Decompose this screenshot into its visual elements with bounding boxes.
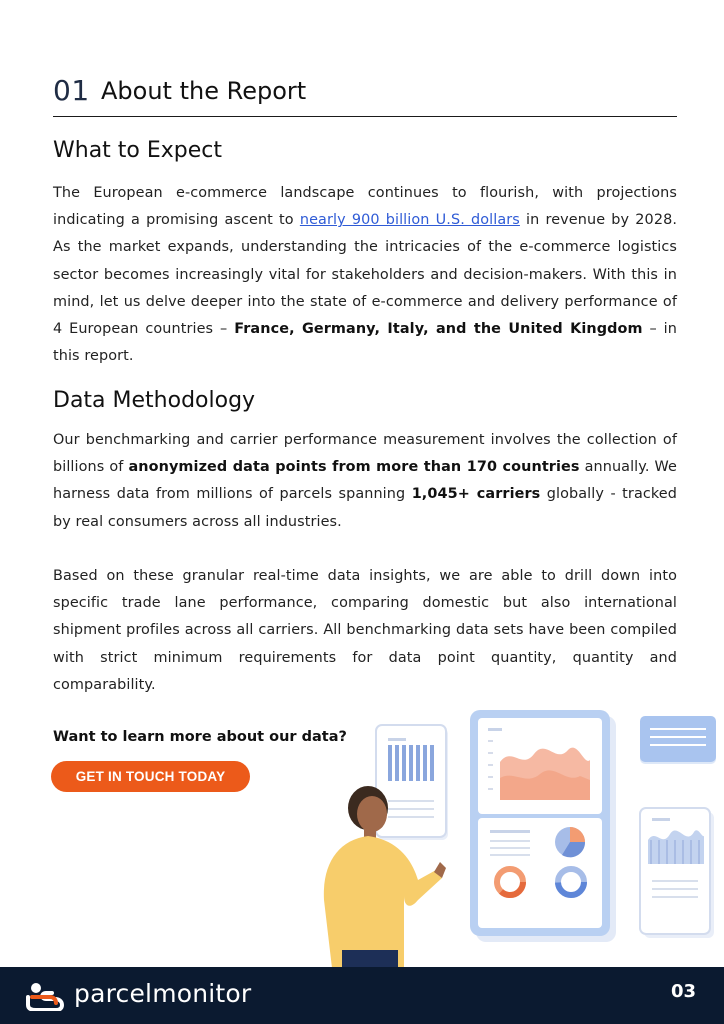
expect-text-2: in revenue by 2028. As the market expands, understanding the intricacies of the e-commerce logistics sector becomes increasingly vital for stakeholders and decision-makers. With this in mind, let us delve deeper into the state of e-commerce and delivery performance of 4 European countries – [53, 212, 678, 338]
footer-bar [0, 967, 724, 1024]
methodology-paragraph-2: Based on these granular real-time data insights, we are able to drill down into specific trade lane performance, comparing domestic but also international shipment profiles across all carriers. All benchmarking data sets have been compiled with strict minimum requirements for data point quantity, quantity and comparability. [53, 568, 677, 693]
methodology-paragraph-1 [53, 427, 677, 536]
method-text-2: annually. We harness data from millions of parcels spanning [53, 459, 677, 503]
cta-question: Want to learn more about our data? [53, 729, 347, 745]
data-points-emphasis: anonymized data points from more than 170 countries [128, 459, 580, 476]
method-text-1: Our benchmarking and carrier performance measurement involves the collection of billions of [53, 432, 677, 476]
page-number: 03 [670, 981, 696, 1002]
expect-text-1: The European e-commerce landscape continues to flourish, with projections indicating a promising ascent to [53, 185, 677, 229]
section-number: 01 [53, 74, 90, 107]
revenue-source-link[interactable]: nearly 900 billion U.S. dollars [299, 212, 520, 229]
countries-emphasis: France, Germany, Italy, and the United Kingdom [234, 321, 643, 338]
parcelmonitor-logo-icon [26, 981, 66, 1011]
expect-paragraph [53, 180, 677, 370]
carriers-emphasis: 1,045+ carriers [411, 486, 541, 503]
analytics-illustration [300, 700, 724, 968]
what-to-expect-heading: What to Expect [53, 138, 223, 163]
get-in-touch-button[interactable]: GET IN TOUCH TODAY [51, 761, 250, 792]
method-text-3: globally - tracked by real consumers across all industries. [53, 486, 677, 530]
expect-text-3: – in this report. [53, 321, 678, 365]
section-title: About the Report [101, 77, 307, 105]
data-methodology-heading: Data Methodology [53, 388, 256, 413]
section-header [53, 74, 677, 117]
brand-name: parcelmonitor [74, 979, 252, 1008]
